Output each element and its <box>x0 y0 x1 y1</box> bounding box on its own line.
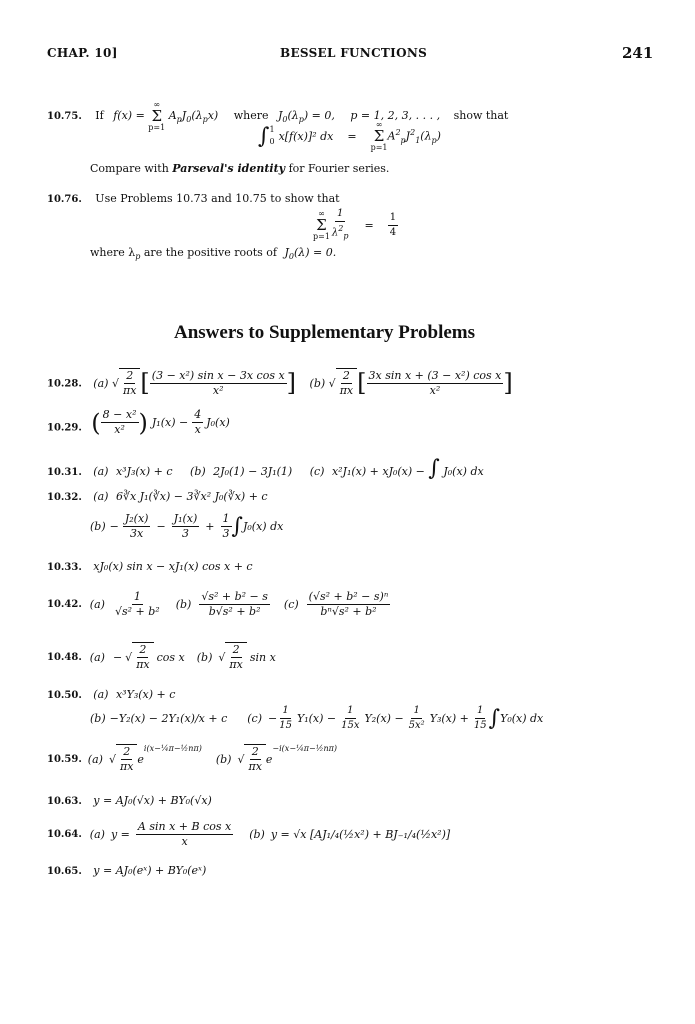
answer-10-63 <box>47 794 212 807</box>
answer-10-29 <box>47 408 230 437</box>
rhs-sum-symbol: ∞ Σ p=1 <box>370 120 388 152</box>
sqrt-icon: √ <box>237 752 245 766</box>
exponent: i(x−¼π−½nπ) <box>143 744 202 753</box>
rhs-term: $A^2_pJ^2_1(\lambda_p)$ <box>387 127 441 145</box>
integral-sign: ∫ <box>428 456 440 481</box>
paren-open: ( <box>91 408 101 437</box>
part-c-end: Y₀(x) dx <box>500 712 544 725</box>
fraction: $\frac{1}{15}$ <box>279 705 292 731</box>
part-b: (b) <box>215 752 232 766</box>
fraction: $\frac{1}{\text{√s² + b²}}$ <box>114 590 160 618</box>
fraction: $\frac{1}{15}$ <box>473 705 487 731</box>
sqrt-icon: √ <box>111 376 119 390</box>
exp-base: e <box>137 752 144 766</box>
integral-sign: ∫ <box>258 123 270 149</box>
part-b: (b) <box>309 376 326 390</box>
answer-number: 10.59. <box>47 753 82 765</box>
answer-number: 10.29. <box>47 422 82 434</box>
term: J₁(x) − <box>151 416 189 429</box>
fraction: $\frac{4}{x}$ <box>194 408 202 436</box>
sqrt-icon: √ <box>108 752 116 766</box>
fraction: $\frac{\text{8 − x²}}{\text{x²}}$ <box>102 408 137 436</box>
answer-10-42 <box>47 590 390 619</box>
root-sum-equation <box>313 206 398 243</box>
int-upper: 1 <box>269 125 275 134</box>
part-c: (c) <box>309 465 325 478</box>
lhs: y = <box>110 828 130 841</box>
part-b: (b) <box>90 520 106 533</box>
answer-number: 10.64. <box>47 829 82 840</box>
answer-10-64 <box>47 820 450 849</box>
fraction: $\frac{1}{15x}$ <box>341 705 360 731</box>
term: Y₃(x) + <box>429 712 469 725</box>
minus: − <box>156 520 166 533</box>
part-b: (b) <box>90 712 106 725</box>
part-a: (a) <box>89 598 105 611</box>
text-if: If <box>95 109 104 122</box>
part-b-text: −Y₂(x) − 2Y₁(x)/x + c <box>109 712 228 725</box>
part-a: (a) <box>89 650 105 664</box>
answer-text: y = AJ₀(eˣ) + BY₀(eˣ) <box>93 864 207 877</box>
minus: − <box>109 520 119 533</box>
sum-symbol: ∞ Σ p=1 <box>313 209 330 241</box>
fraction: $\frac{1}{\text{5x²}}$ <box>408 705 425 731</box>
radicand: $\frac{2}{\pi x}$ <box>116 744 137 774</box>
part-a-text: x³J₃(x) + c <box>115 465 173 478</box>
bracket-open: [ <box>140 369 150 397</box>
answer-10-59 <box>47 744 337 774</box>
bracket-open: [ <box>357 369 367 397</box>
integral-sign: ∫ <box>231 514 243 539</box>
int-lower: 0 <box>269 137 275 146</box>
radicand: $\frac{2}{\pi x}$ <box>225 642 246 672</box>
part-c-text: x²J₁(x) + xJ₀(x) − <box>331 465 425 478</box>
fraction: $\frac{1}{\lambda^2_p}$ <box>331 207 349 241</box>
parseval-equation <box>258 120 441 152</box>
fraction: $\frac{\text{(√s² + b² − s)ⁿ}}{\text{bⁿ√s² + b²}}$ <box>308 590 389 618</box>
answer-text: xJ₀(x) sin x − xJ₁(x) cos x + c <box>93 560 253 573</box>
problem-number: 10.75. <box>47 111 82 122</box>
text-show-that: show that <box>453 109 509 122</box>
condition: $J_0(\lambda_p) = 0$, <box>277 109 335 125</box>
answer-text: y = AJ₀(√x) + BY₀(√x) <box>93 794 212 807</box>
sqrt-icon: √ <box>328 376 336 390</box>
equals: = <box>347 129 357 143</box>
answer-number: 10.50. <box>47 690 82 701</box>
p-condition: p = 1, 2, 3, . . . , <box>350 109 441 122</box>
part-b: (b) <box>249 828 265 841</box>
answer-number: 10.48. <box>47 651 82 663</box>
rhs-fraction: $\frac{1}{4}$ <box>389 211 397 238</box>
part-a-text: 6∛x J₁(∛x) − 3∛x² J₀(∛x) + c <box>115 490 268 503</box>
fraction: $\frac{\text{A sin x + B cos x}}{x}$ <box>137 820 232 848</box>
answer-10-32a <box>47 490 268 503</box>
plus: + <box>205 520 215 533</box>
answer-10-65 <box>47 864 206 877</box>
problem-10-76 <box>47 192 340 205</box>
series-term: $A_pJ_0(\lambda_px)$ <box>168 109 219 125</box>
part-b-text: y = √x [AJ₁/₄(½x²) + BJ₋₁/₄(½x²)] <box>270 828 451 841</box>
part-b: (b) <box>196 650 213 664</box>
fraction: $\frac{\text{√s² + b² − s}}{\text{b√s² + b²}}$ <box>201 590 268 618</box>
part-a-text: x³Y₃(x) + c <box>115 688 176 701</box>
fraction: $\frac{\text{J₂(x)}}{3x}$ <box>124 512 149 540</box>
part-a: (a) <box>93 688 109 701</box>
sqrt-icon: √ <box>125 650 133 664</box>
bracket-close: ] <box>286 369 297 397</box>
part-a: (a) <box>93 490 109 503</box>
term: J₀(x) <box>206 416 230 429</box>
minus: − <box>268 712 278 725</box>
part-b: (b) <box>190 465 206 478</box>
answer-number: 10.33. <box>47 562 82 573</box>
problem-text: Use Problems 10.73 and 10.75 to show that <box>95 192 340 205</box>
radicand: $\frac{2}{\pi x}$ <box>244 744 265 774</box>
compare-line: Compare with Parseval's identity for Fourier series. <box>90 162 390 175</box>
sum-symbol: ∞ Σ p=1 <box>148 100 166 132</box>
page-number: 241 <box>622 44 654 62</box>
answer-number: 10.63. <box>47 796 82 807</box>
bracket-close: ] <box>503 369 513 397</box>
text-where: where <box>233 109 269 122</box>
chapter-label: CHAP. 10] <box>47 46 118 60</box>
part-b-end: J₀(x) dx <box>242 520 284 533</box>
integral-sign: ∫ <box>488 706 501 731</box>
radicand: $\frac{2}{\pi x}$ <box>132 642 153 672</box>
minus: − <box>112 650 123 664</box>
term: Y₂(x) − <box>364 712 404 725</box>
equals: = <box>364 218 374 232</box>
exp-base: e <box>265 752 273 766</box>
part-a: (a) <box>87 752 103 766</box>
answer-10-33 <box>47 560 253 573</box>
fraction: $\frac{\text{(3 − x²) sin x − 3x cos x}}{\text{x²}}$ <box>151 368 285 397</box>
lhs: f(x) = <box>113 109 145 122</box>
part-a: (a) <box>93 465 109 478</box>
part-c: (c) <box>283 598 299 611</box>
running-title: BESSEL FUNCTIONS <box>280 46 428 60</box>
exponent: −i(x−¼π−½nπ) <box>272 744 338 753</box>
radicand: $\frac{2}{\pi x}$ <box>119 368 140 398</box>
answer-10-31 <box>47 456 484 481</box>
section-title: Answers to Supplementary Problems <box>174 322 476 343</box>
answer-number: 10.65. <box>47 866 82 877</box>
fraction: $\frac{1}{3}$ <box>222 512 230 540</box>
integrand: x[f(x)]² dx <box>278 129 334 143</box>
part-a-end: cos x <box>156 650 185 664</box>
answer-10-32b <box>90 512 283 541</box>
paren-close: ) <box>138 408 148 437</box>
part-b-text: 2J₀(1) − 3J₁(1) <box>213 465 293 478</box>
where-line: where $\lambda_p$ are the positive roots of $J_0(\lambda) = 0$. <box>90 246 337 262</box>
answer-number: 10.28. <box>47 378 82 390</box>
answer-number: 10.31. <box>47 467 82 478</box>
answer-number: 10.32. <box>47 492 82 503</box>
fraction: $\frac{\text{J₁(x)}}{3}$ <box>173 512 198 540</box>
part-b-end: sin x <box>249 650 276 664</box>
radicand: $\frac{2}{\pi x}$ <box>336 368 357 398</box>
sqrt-icon: √ <box>218 650 226 664</box>
part-b: (b) <box>175 598 192 611</box>
fraction: $\frac{\text{3x sin x + (3 − x²) cos x}}{\text{x²}}$ <box>368 368 502 397</box>
part-c-end: J₀(x) dx <box>443 465 484 478</box>
part-a: (a) <box>89 828 105 841</box>
problem-number: 10.76. <box>47 194 82 205</box>
part-c: (c) <box>247 712 262 725</box>
answer-10-48 <box>47 642 276 672</box>
answer-number: 10.42. <box>47 599 82 610</box>
answer-10-50bc <box>90 704 543 733</box>
answer-10-50a <box>47 688 175 701</box>
part-a: (a) <box>93 376 109 390</box>
answer-10-28 <box>47 368 513 398</box>
term: Y₁(x) − <box>296 712 337 725</box>
